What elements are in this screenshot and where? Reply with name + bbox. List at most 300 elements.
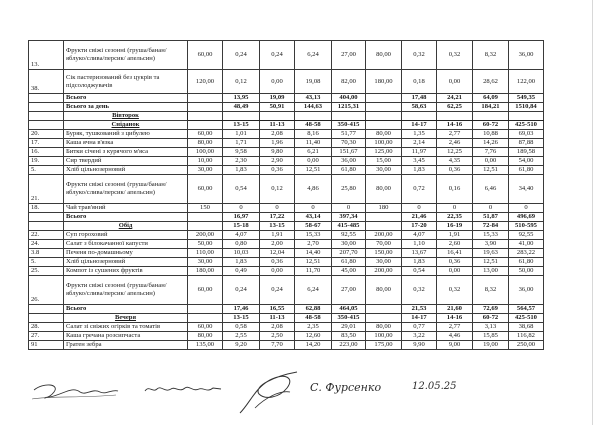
cell-dish-name: Фрукти свіжі сезонні (груша/банан/ яблуко/слива/персик/ апельсин) (64, 276, 188, 305)
table-row (29, 70, 544, 94)
meal-heading: Обід (64, 222, 188, 231)
table-row (29, 139, 544, 148)
cell-portion (188, 103, 223, 112)
cell-value: 9,80 (260, 148, 295, 157)
day-row (29, 112, 544, 121)
cell-portion: 100,00 (188, 148, 223, 157)
cell-value: 61,80 (332, 166, 366, 175)
cell-number: 13. (29, 41, 64, 70)
cell-number: 26. (29, 276, 64, 305)
cell-value: 70,30 (332, 139, 366, 148)
cell-number: 28. (29, 323, 64, 332)
signature-scrawl (235, 368, 305, 418)
cell-value: 36,00 (332, 157, 366, 166)
cell-portion: 30,00 (188, 166, 223, 175)
cell-value: 415-485 (332, 222, 366, 231)
cell-value: 7,76 (473, 148, 509, 157)
cell-number: 18. (29, 204, 64, 213)
cell-dish-name: Хліб цільнозерновий (64, 258, 188, 267)
cell-value: 0,24 (223, 41, 260, 70)
cell-portion: 180,00 (188, 267, 223, 276)
cell-value: 6,24 (295, 276, 332, 305)
cell-value (366, 314, 402, 323)
cell-value: 144,63 (295, 103, 332, 112)
cell-number: 19. (29, 157, 64, 166)
cell-dish-name: Фрукти свіжі сезонні (груша/банан/ яблуко/слива/персик/ апельсин) (64, 175, 188, 204)
cell-number: 20. (29, 130, 64, 139)
cell-value: 10,88 (473, 130, 509, 139)
cell-value: 4,07 (402, 231, 437, 240)
cell-value: 50,00 (509, 267, 544, 276)
signature-left-scribble (30, 380, 120, 402)
cell-value: 48-58 (295, 314, 332, 323)
table-row (29, 175, 544, 204)
cell-portion: 80,00 (188, 332, 223, 341)
table-row (29, 157, 544, 166)
cell-value: 100,00 (366, 139, 402, 148)
cell-value: 11-13 (260, 314, 295, 323)
cell-value: 0 (437, 204, 473, 213)
cell-value: 0,32 (437, 276, 473, 305)
cell-value: 60-72 (473, 314, 509, 323)
cell-value: 2,50 (260, 332, 295, 341)
cell-value: 3,22 (402, 332, 437, 341)
cell-value (366, 213, 402, 222)
cell-portion: 150 (188, 204, 223, 213)
cell-number: 25. (29, 267, 64, 276)
cell-value: 50,91 (260, 103, 295, 112)
cell-value: 0,54 (223, 175, 260, 204)
cell-number (29, 94, 64, 103)
cell-value: 80,00 (366, 130, 402, 139)
cell-value: 62,88 (295, 305, 332, 314)
cell-value: 283,22 (509, 249, 544, 258)
page-edge (592, 0, 593, 425)
cell-value: 61,80 (332, 258, 366, 267)
table-row (29, 166, 544, 175)
cell-value: 16,97 (223, 213, 260, 222)
cell-value: 0 (260, 204, 295, 213)
cell-value: 24,21 (437, 94, 473, 103)
cell-value: 1,96 (260, 139, 295, 148)
cell-value: 0 (332, 204, 366, 213)
cell-value: 12,60 (295, 332, 332, 341)
cell-value: 13-15 (223, 121, 260, 130)
cell-value: 223,00 (332, 341, 366, 350)
cell-value (260, 112, 295, 121)
cell-value: 10,03 (223, 249, 260, 258)
cell-value: 7,70 (260, 341, 295, 350)
cell-value: 4,46 (437, 332, 473, 341)
cell-number (29, 103, 64, 112)
cell-value: 15-18 (223, 222, 260, 231)
cell-value: 0,00 (437, 267, 473, 276)
table-row (29, 258, 544, 267)
cell-portion: 60,00 (188, 323, 223, 332)
table-row (29, 204, 544, 213)
cell-value: 14,40 (295, 249, 332, 258)
cell-portion: 30,00 (188, 258, 223, 267)
cell-value (366, 305, 402, 314)
cell-number: 5. (29, 258, 64, 267)
cell-value: 184,21 (473, 103, 509, 112)
cell-value: 13,67 (402, 249, 437, 258)
cell-number (29, 222, 64, 231)
cell-dish-name: Всього (64, 94, 188, 103)
cell-value: 2,70 (295, 240, 332, 249)
cell-value: 2,46 (437, 139, 473, 148)
cell-value: 0,32 (402, 276, 437, 305)
cell-value: 0,00 (473, 157, 509, 166)
cell-value: 0,00 (437, 70, 473, 94)
cell-value: 41,00 (509, 240, 544, 249)
cell-dish-name: Гратен зебра (64, 341, 188, 350)
cell-value: 17,48 (402, 94, 437, 103)
cell-value: 350-415 (332, 314, 366, 323)
meal-heading: Сніданок (64, 121, 188, 130)
cell-value: 2,60 (437, 240, 473, 249)
table-row (29, 276, 544, 305)
cell-value: 22,35 (437, 213, 473, 222)
table-row (29, 249, 544, 258)
cell-value: 48,49 (223, 103, 260, 112)
cell-number: 27. (29, 332, 64, 341)
cell-value (366, 103, 402, 112)
cell-value: 564,57 (509, 305, 544, 314)
cell-dish-name: Всього за день (64, 103, 188, 112)
cell-value: 200,00 (366, 267, 402, 276)
cell-value: 19,00 (473, 341, 509, 350)
cell-value: 80,00 (366, 175, 402, 204)
cell-value: 189,58 (509, 148, 544, 157)
cell-value: 48-58 (295, 121, 332, 130)
cell-value: 11-13 (260, 121, 295, 130)
cell-value: 21,60 (437, 305, 473, 314)
cell-value: 21,53 (402, 305, 437, 314)
cell-value: 0 (295, 204, 332, 213)
total-row (29, 213, 544, 222)
section-row (29, 121, 544, 130)
cell-value: 80,00 (366, 276, 402, 305)
cell-portion (188, 314, 223, 323)
cell-value: 70,00 (366, 240, 402, 249)
cell-value: 80,00 (366, 323, 402, 332)
cell-value: 9,58 (223, 148, 260, 157)
signature-left (30, 380, 120, 402)
cell-dish-name: Битки січені з курячого м'яса (64, 148, 188, 157)
cell-dish-name: Чай трав'яний (64, 204, 188, 213)
cell-value: 0,80 (223, 240, 260, 249)
cell-value: 12,51 (473, 258, 509, 267)
cell-value: 8,32 (473, 41, 509, 70)
cell-dish-name: Компот із сушених фруктів (64, 267, 188, 276)
cell-value: 51,77 (332, 130, 366, 139)
cell-dish-name: Каша ячна в'язка (64, 139, 188, 148)
cell-value: 2,00 (260, 240, 295, 249)
cell-value: 11,97 (402, 148, 437, 157)
signature-middle (143, 381, 223, 397)
cell-dish-name: Печеня по-домашньому (64, 249, 188, 258)
cell-value: 12,25 (437, 148, 473, 157)
cell-dish-name: Каша гречана розсипчаста (64, 332, 188, 341)
cell-value: 87,88 (509, 139, 544, 148)
cell-portion: 110,00 (188, 249, 223, 258)
cell-value: 43,14 (295, 213, 332, 222)
cell-value: 11,40 (295, 139, 332, 148)
cell-value: 12,04 (260, 249, 295, 258)
cell-value: 15,85 (473, 332, 509, 341)
cell-portion: 60,00 (188, 130, 223, 139)
cell-value: 0,12 (260, 175, 295, 204)
cell-portion (188, 94, 223, 103)
cell-dish-name: Всього (64, 305, 188, 314)
cell-value: 0,36 (437, 258, 473, 267)
cell-number: 91 (29, 341, 64, 350)
cell-portion (188, 305, 223, 314)
cell-value: 0,54 (402, 267, 437, 276)
cell-value: 116,82 (509, 332, 544, 341)
cell-dish-name: Суп гороховий (64, 231, 188, 240)
cell-value: 1215,31 (332, 103, 366, 112)
cell-value: 404,00 (332, 94, 366, 103)
cell-value: 1,91 (260, 231, 295, 240)
cell-value: 13-15 (223, 314, 260, 323)
cell-number: 24. (29, 240, 64, 249)
cell-value: 2,77 (437, 323, 473, 332)
cell-value: 1,01 (223, 130, 260, 139)
cell-value: 4,35 (437, 157, 473, 166)
signature-right (310, 381, 381, 394)
cell-value: 1,83 (223, 166, 260, 175)
cell-dish-name: Фрукти свіжі сезонні (груша/банан/ яблуко/слива/персик/ апельсин) (64, 41, 188, 70)
cell-value: 3,45 (402, 157, 437, 166)
cell-value: 17,22 (260, 213, 295, 222)
signature-date-text: 12.05.25 (412, 381, 457, 392)
cell-value (366, 222, 402, 231)
cell-value: 151,67 (332, 148, 366, 157)
cell-value: 0 (402, 204, 437, 213)
total-row (29, 103, 544, 112)
cell-value: 2,30 (223, 157, 260, 166)
cell-value (366, 94, 402, 103)
cell-value: 207,70 (332, 249, 366, 258)
cell-value: 72-84 (473, 222, 509, 231)
cell-value: 69,03 (509, 130, 544, 139)
table-row (29, 267, 544, 276)
cell-value: 17,46 (223, 305, 260, 314)
cell-value: 6,21 (295, 148, 332, 157)
cell-value (366, 121, 402, 130)
cell-value: 30,00 (366, 166, 402, 175)
cell-value: 0,00 (260, 70, 295, 94)
cell-value: 30,00 (366, 258, 402, 267)
cell-value (473, 112, 509, 121)
cell-portion (188, 222, 223, 231)
cell-value (366, 112, 402, 121)
cell-value: 1510,84 (509, 103, 544, 112)
table-row (29, 231, 544, 240)
menu-table (28, 40, 544, 350)
cell-number: 3.8 (29, 249, 64, 258)
total-row (29, 305, 544, 314)
cell-value: 0,36 (437, 166, 473, 175)
cell-value: 0,32 (402, 41, 437, 70)
cell-value: 19,09 (260, 94, 295, 103)
cell-dish-name: Хліб цільнозерновий (64, 166, 188, 175)
cell-value: 0,00 (295, 157, 332, 166)
cell-value: 464,05 (332, 305, 366, 314)
cell-value: 6,46 (473, 175, 509, 204)
cell-portion: 60,00 (188, 41, 223, 70)
cell-value: 350-415 (332, 121, 366, 130)
table-row (29, 332, 544, 341)
cell-value: 25,80 (332, 175, 366, 204)
cell-value: 2,90 (260, 157, 295, 166)
cell-value: 1,83 (223, 258, 260, 267)
cell-value: 0,49 (223, 267, 260, 276)
cell-number (29, 314, 64, 323)
cell-value: 3,13 (473, 323, 509, 332)
cell-value: 510-595 (509, 222, 544, 231)
cell-value: 1,71 (223, 139, 260, 148)
cell-value: 8,32 (473, 276, 509, 305)
cell-value (509, 112, 544, 121)
cell-value: 38,68 (509, 323, 544, 332)
cell-value: 29,01 (332, 323, 366, 332)
cell-portion: 135,00 (188, 341, 223, 350)
cell-value: 36,00 (509, 41, 544, 70)
table-row (29, 323, 544, 332)
section-row (29, 314, 544, 323)
cell-value: 0,58 (223, 323, 260, 332)
cell-portion: 10,00 (188, 157, 223, 166)
cell-value: 92,55 (332, 231, 366, 240)
cell-value: 92,55 (509, 231, 544, 240)
cell-value: 36,00 (509, 276, 544, 305)
table-row (29, 41, 544, 70)
cell-value: 80,00 (366, 41, 402, 70)
cell-value: 62,25 (437, 103, 473, 112)
cell-value: 16-19 (437, 222, 473, 231)
cell-value: 15,33 (473, 231, 509, 240)
cell-portion (188, 213, 223, 222)
cell-value: 13,00 (473, 267, 509, 276)
cell-number: 16. (29, 148, 64, 157)
cell-portion: 60,00 (188, 276, 223, 305)
signature-scrawl-drawing (235, 368, 305, 418)
cell-value: 9,00 (437, 341, 473, 350)
cell-number: 38. (29, 70, 64, 94)
cell-value: 14,20 (295, 341, 332, 350)
cell-value: 1,83 (402, 258, 437, 267)
cell-value (223, 112, 260, 121)
cell-value: 3,90 (473, 240, 509, 249)
cell-value: 14-17 (402, 121, 437, 130)
cell-value: 0,24 (260, 276, 295, 305)
cell-value: 0,36 (260, 258, 295, 267)
table-row (29, 240, 544, 249)
cell-value: 16,55 (260, 305, 295, 314)
cell-value: 0 (223, 204, 260, 213)
cell-portion: 50,00 (188, 240, 223, 249)
cell-value: 1,10 (402, 240, 437, 249)
cell-value: 13-15 (260, 222, 295, 231)
cell-value: 0,72 (402, 175, 437, 204)
cell-portion (188, 112, 223, 121)
cell-value: 16,41 (437, 249, 473, 258)
cell-value: 250,00 (509, 341, 544, 350)
cell-number (29, 112, 64, 121)
section-row (29, 222, 544, 231)
cell-value: 425-510 (509, 121, 544, 130)
cell-dish-name: Сир твердий (64, 157, 188, 166)
cell-value: 27,00 (332, 41, 366, 70)
cell-value: 58,63 (402, 103, 437, 112)
cell-value: 19,08 (295, 70, 332, 94)
cell-value (437, 112, 473, 121)
meal-heading: Вечеря (64, 314, 188, 323)
cell-value: 61,80 (509, 258, 544, 267)
cell-value: 83,50 (332, 332, 366, 341)
cell-value: 1,83 (402, 166, 437, 175)
cell-value: 61,80 (509, 166, 544, 175)
cell-value: 54,00 (509, 157, 544, 166)
cell-value: 34,40 (509, 175, 544, 204)
cell-dish-name: Сік пастеризований без цукрів та підсолоджувачів (64, 70, 188, 94)
signature-date (412, 381, 457, 392)
day-heading: Вівторок (64, 112, 188, 121)
cell-value: 19,63 (473, 249, 509, 258)
cell-value: 6,24 (295, 41, 332, 70)
cell-value: 58-67 (295, 222, 332, 231)
cell-value: 82,00 (332, 70, 366, 94)
cell-number: 22. (29, 231, 64, 240)
cell-value: 9,20 (223, 341, 260, 350)
cell-value: 72,69 (473, 305, 509, 314)
cell-value: 2,35 (295, 323, 332, 332)
cell-value: 175,00 (366, 341, 402, 350)
cell-value: 60-72 (473, 121, 509, 130)
cell-value: 1,35 (402, 130, 437, 139)
cell-value: 0,77 (402, 323, 437, 332)
cell-value: 14-16 (437, 121, 473, 130)
cell-value: 0,16 (437, 175, 473, 204)
cell-dish-name: Салат зі свіжих огірків та томатів (64, 323, 188, 332)
cell-value: 496,69 (509, 213, 544, 222)
cell-value: 425-510 (509, 314, 544, 323)
cell-value: 2,77 (437, 130, 473, 139)
table-row (29, 130, 544, 139)
signature-middle-scribble (143, 381, 223, 397)
cell-value: 17-20 (402, 222, 437, 231)
cell-value: 0,32 (437, 41, 473, 70)
cell-number: 17. (29, 139, 64, 148)
cell-value: 43,13 (295, 94, 332, 103)
cell-value: 549,35 (509, 94, 544, 103)
cell-value: 13,95 (223, 94, 260, 103)
cell-value: 150,00 (366, 249, 402, 258)
cell-value (402, 112, 437, 121)
cell-value (332, 112, 366, 121)
cell-number (29, 213, 64, 222)
cell-value: 0,36 (260, 166, 295, 175)
cell-value: 9,90 (402, 341, 437, 350)
cell-value: 2,08 (260, 323, 295, 332)
cell-value: 100,00 (366, 332, 402, 341)
cell-value: 2,08 (260, 130, 295, 139)
cell-value: 28,62 (473, 70, 509, 94)
cell-value: 4,07 (223, 231, 260, 240)
